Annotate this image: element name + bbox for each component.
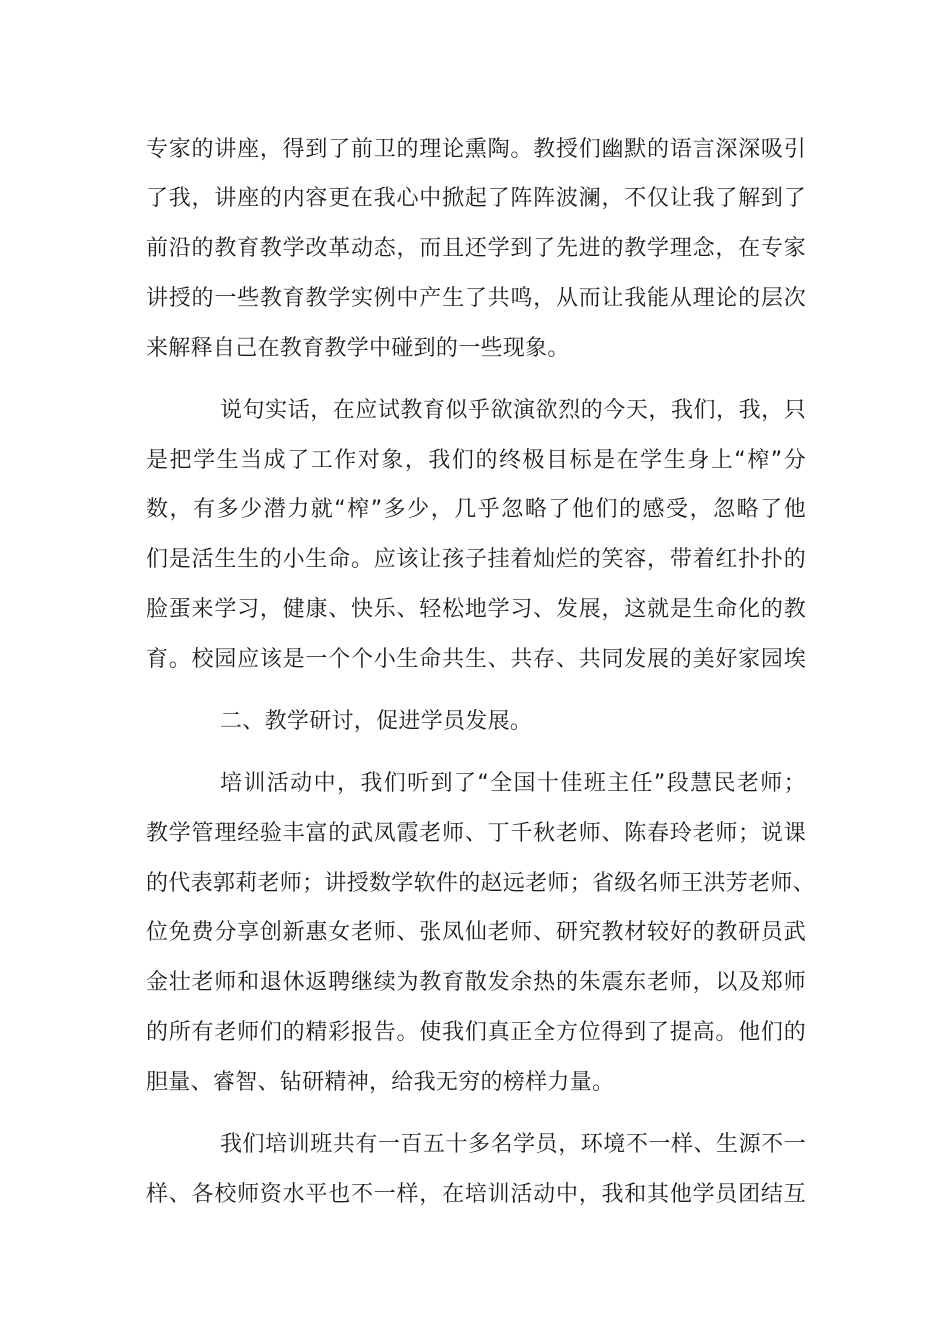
paragraph-2-line-1: 说句实话，在应试教育似乎欲演欲烈的今天，我们，我，只 [220,398,806,423]
paragraph-4-line-3: 的代表郭莉老师；讲授数学软件的赵远老师；省级名师王洪芳老师、 [146,871,816,896]
paragraph-5-line-2: 样、各校师资水平也不一样，在培训活动中，我和其他学员团结互 [146,1182,806,1207]
paragraph-4-line-6: 的所有老师们的精彩报告。使我们真正全方位得到了提高。他们的 [146,1020,806,1045]
paragraph-4-line-4: 位免费分享创新惠女老师、张凤仙老师、研究教材较好的教研员武 [146,920,806,945]
paragraph-4-line-1: 培训活动中，我们听到了“全国十佳班主任”段慧民老师； [220,771,806,796]
paragraph-2-line-4: 们是活生生的小生命。应该让孩子挂着灿烂的笑容，带着红扑扑的 [146,547,806,572]
paragraph-1-line-2: 了我，讲座的内容更在我心中掀起了阵阵波澜，不仅让我了解到了 [146,186,806,211]
section-heading: 二、教学研讨，促进学员发展。 [220,709,533,734]
paragraph-1-line-4: 讲授的一些教育教学实例中产生了共鸣，从而让我能从理论的层次 [146,286,806,311]
paragraph-2-line-3: 数，有多少潜力就“榨”多少，几乎忽略了他们的感受，忽略了他 [146,497,806,522]
paragraph-2-line-6: 育。校园应该是一个个小生命共生、共存、共同发展的美好家园埃 [146,647,806,672]
paragraph-4-line-7: 胆量、睿智、钻研精神，给我无穷的榜样力量。 [146,1070,615,1095]
paragraph-1-line-5: 来解释自己在教育教学中碰到的一些现象。 [146,336,570,361]
paragraph-4-line-5: 金壮老师和退休返聘继续为教育散发余热的朱震东老师，以及郑师 [146,970,806,995]
paragraph-1-line-1: 专家的讲座，得到了前卫的理论熏陶。教授们幽默的语言深深吸引 [146,137,806,162]
paragraph-1-line-3: 前沿的教育教学改革动态，而且还学到了先进的教学理念，在专家 [146,236,806,261]
paragraph-2-line-2: 是把学生当成了工作对象，我们的终极目标是在学生身上“榨”分 [146,448,806,473]
paragraph-4-line-2: 教学管理经验丰富的武凤霞老师、丁千秋老师、陈春玲老师；说课 [146,821,806,846]
paragraph-2-line-5: 脸蛋来学习，健康、快乐、轻松地学习、发展，这就是生命化的教 [146,597,806,622]
paragraph-5-line-1: 我们培训班共有一百五十多名学员，环境不一样、生源不一 [220,1132,806,1157]
